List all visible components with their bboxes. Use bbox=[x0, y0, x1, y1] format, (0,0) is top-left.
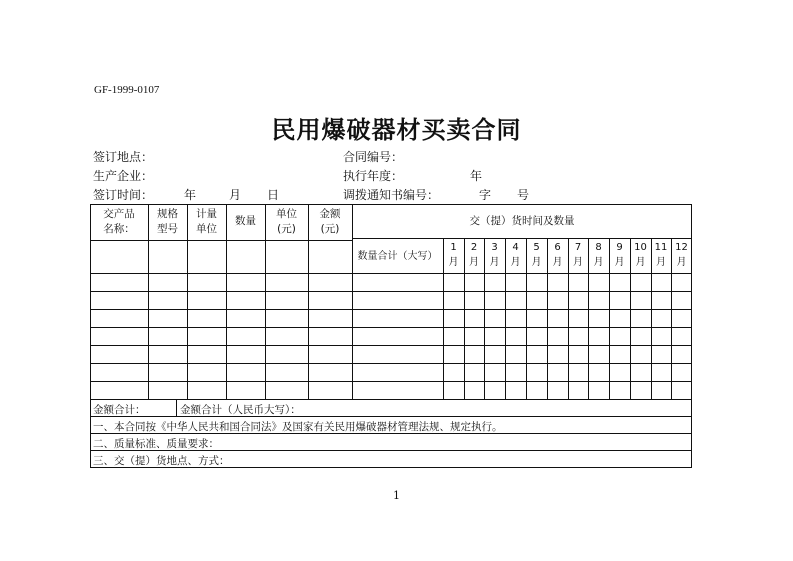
month-5: 5 月 bbox=[531, 242, 542, 268]
amount-total-label: 金额合计： bbox=[93, 404, 146, 416]
header-amount: 金额 (元) bbox=[319, 208, 341, 235]
clause-1: 一、本合同按《中华人民共和国合同法》及国家有关民用爆破器材管理法规、规定执行。 bbox=[93, 421, 503, 433]
month-3: 3 月 bbox=[489, 242, 500, 268]
producer-label: 生产企业： bbox=[93, 169, 154, 183]
month-12: 12 月 bbox=[675, 242, 688, 268]
clause-3: 三、交（提）货地点、方式： bbox=[93, 455, 230, 467]
header-delivery: 交（提）货时间及数量 bbox=[469, 215, 575, 227]
date-day: 日 bbox=[267, 188, 280, 202]
month-2: 2 月 bbox=[469, 242, 479, 268]
contract-table bbox=[90, 204, 692, 468]
exec-year-label: 执行年度： bbox=[343, 169, 404, 183]
header-spec: 规格 型号 bbox=[157, 208, 178, 235]
sign-time-label: 签订时间： bbox=[93, 188, 154, 202]
page-number: 1 bbox=[393, 489, 400, 502]
month-6: 6 月 bbox=[552, 242, 563, 268]
contract-no-label: 合同编号： bbox=[343, 150, 404, 164]
month-9: 9 月 bbox=[614, 242, 625, 268]
amount-total-rmb-label: 金额合计（人民币大写）： bbox=[180, 404, 301, 416]
sign-place-label: 签订地点： bbox=[93, 150, 154, 164]
dispatch-num: 号 bbox=[517, 188, 530, 202]
month-7: 7 月 bbox=[573, 242, 583, 268]
month-8: 8 月 bbox=[593, 242, 604, 268]
header-qty-total: 数量合计（大写） bbox=[357, 251, 438, 262]
month-4: 4 月 bbox=[510, 242, 521, 268]
header-qty: 数量 bbox=[235, 215, 256, 227]
dispatch-no-label: 调拨通知书编号： bbox=[343, 188, 440, 202]
exec-year-unit: 年 bbox=[470, 169, 483, 183]
dispatch-char: 字 bbox=[479, 188, 492, 202]
header-unit: 计量 单位 bbox=[196, 208, 217, 235]
page-title: 民用爆破器材买卖合同 bbox=[271, 116, 522, 144]
month-1: 1 月 bbox=[448, 242, 459, 268]
month-10: 10 月 bbox=[634, 242, 647, 268]
header-price: 单位 (元) bbox=[276, 208, 297, 235]
month-11: 11 月 bbox=[654, 242, 668, 268]
date-year: 年 bbox=[184, 188, 197, 202]
clause-2: 二、质量标准、质量要求： bbox=[93, 438, 219, 450]
document-code: GF-1999-0107 bbox=[94, 84, 160, 96]
header-product: 交产品 名称： bbox=[103, 208, 135, 235]
date-month: 月 bbox=[229, 188, 242, 202]
